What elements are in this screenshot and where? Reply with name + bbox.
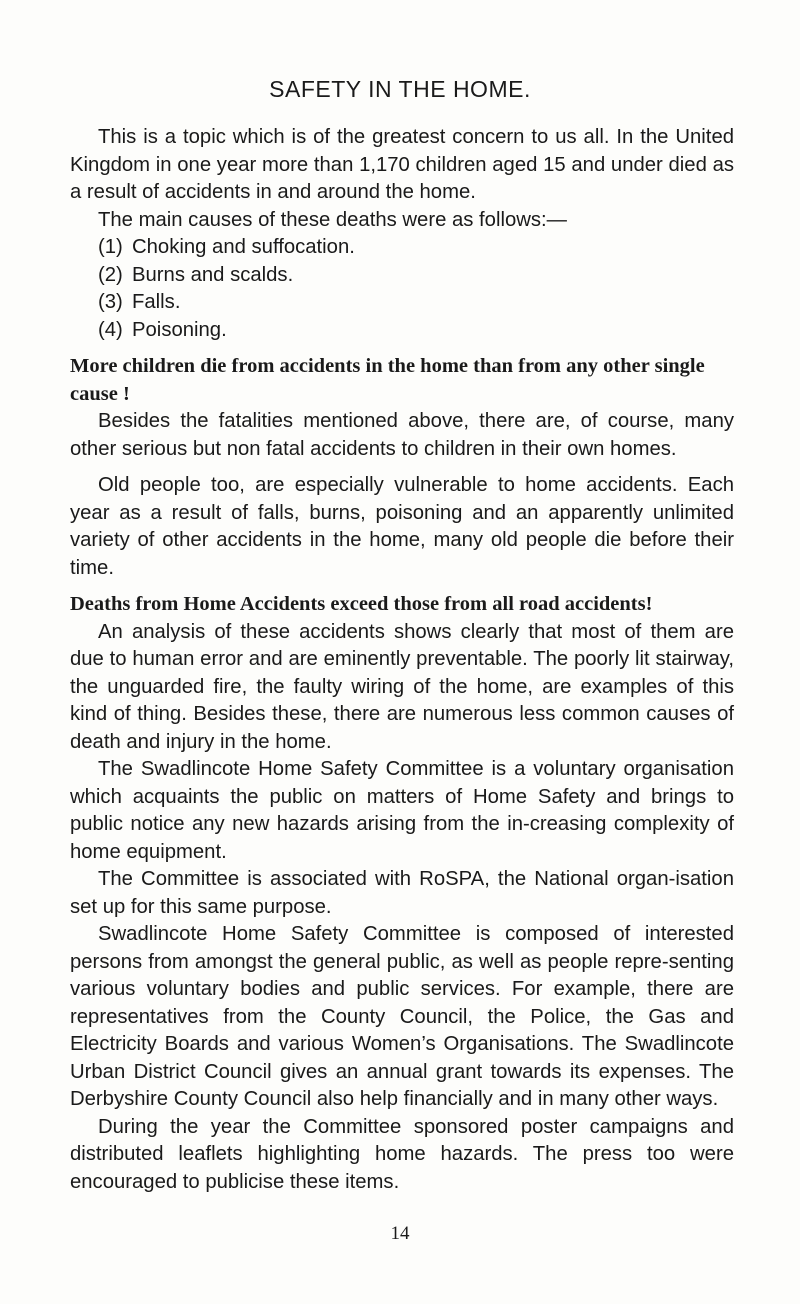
page-number: 14 [390, 1223, 410, 1244]
rospa-paragraph: The Committee is associated with RoSPA, the National organ-isation set up for this same purpose. [70, 868, 734, 918]
list-item-number: (2) [98, 263, 123, 286]
document-body [70, 124, 734, 1196]
causes-list [70, 234, 734, 344]
emphasis-children: More children die from accidents in the home than from any other single cause ! [70, 355, 705, 405]
causes-intro: The main causes of these deaths were as follows:— [98, 208, 567, 231]
list-item-number: (1) [98, 236, 123, 258]
intro-paragraph: This is a topic which is of the greatest concern to us all. In the United Kingdom in one year more than 1,170 children aged 15 and under died as a result of accidents in and around the home. [70, 126, 734, 203]
campaigns-paragraph: During the year the Committee sponsored poster campaigns and distributed leaflets highlighting home hazards. The press too were encouraged to publicise these items. [70, 1115, 734, 1193]
page-title: SAFETY IN THE HOME. [269, 76, 531, 102]
besides-paragraph: Besides the fatalities mentioned above, there are, of course, many other serious but non fatal accidents to children in their own homes. [70, 410, 734, 460]
committee-paragraph: The Swadlincote Home Safety Committee is a voluntary organisation which acquaints the public on matters of Home Safety and brings to public notice any new hazards arising from the in-creasing complexity of home equipment. [70, 758, 734, 863]
composition-paragraph: Swadlincote Home Safety Committee is composed of interested persons from amongst the general public, as well as people repre-senting various voluntary bodies and public services. For example, there are representatives from the County Council, the Police, the Gas and Electricity Boards and various Women’s Organisations. The Swadlincote Urban District Council gives an annual grant towards its expenses. The Derbyshire County Council also help financially and in many other ways. [70, 923, 734, 1110]
list-item [98, 317, 734, 345]
emphasis-road: Deaths from Home Accidents exceed those from all road accidents! [70, 593, 653, 615]
list-item [98, 234, 734, 262]
list-item [98, 262, 734, 290]
list-item-number: (4) [98, 318, 123, 341]
list-item-text: Poisoning. [132, 318, 227, 341]
list-item-text: Choking and suffocation. [132, 236, 355, 258]
list-item [98, 289, 734, 317]
list-item-text: Falls. [132, 291, 181, 313]
list-item-text: Burns and scalds. [132, 263, 294, 286]
list-item-number: (3) [98, 291, 123, 313]
old-people-paragraph: Old people too, are especially vulnerable to home accidents. Each year as a result of falls, burns, poisoning and an apparently unlimited variety of other accidents in the home, many old people die before their time. [70, 474, 734, 579]
analysis-paragraph: An analysis of these accidents shows clearly that most of them are due to human error and are eminently preventable. The poorly lit stairway, the unguarded fire, the faulty wiring of the home, are examples of this kind of thing. Besides these, there are numerous less common causes of death and injury in the home. [70, 620, 734, 753]
